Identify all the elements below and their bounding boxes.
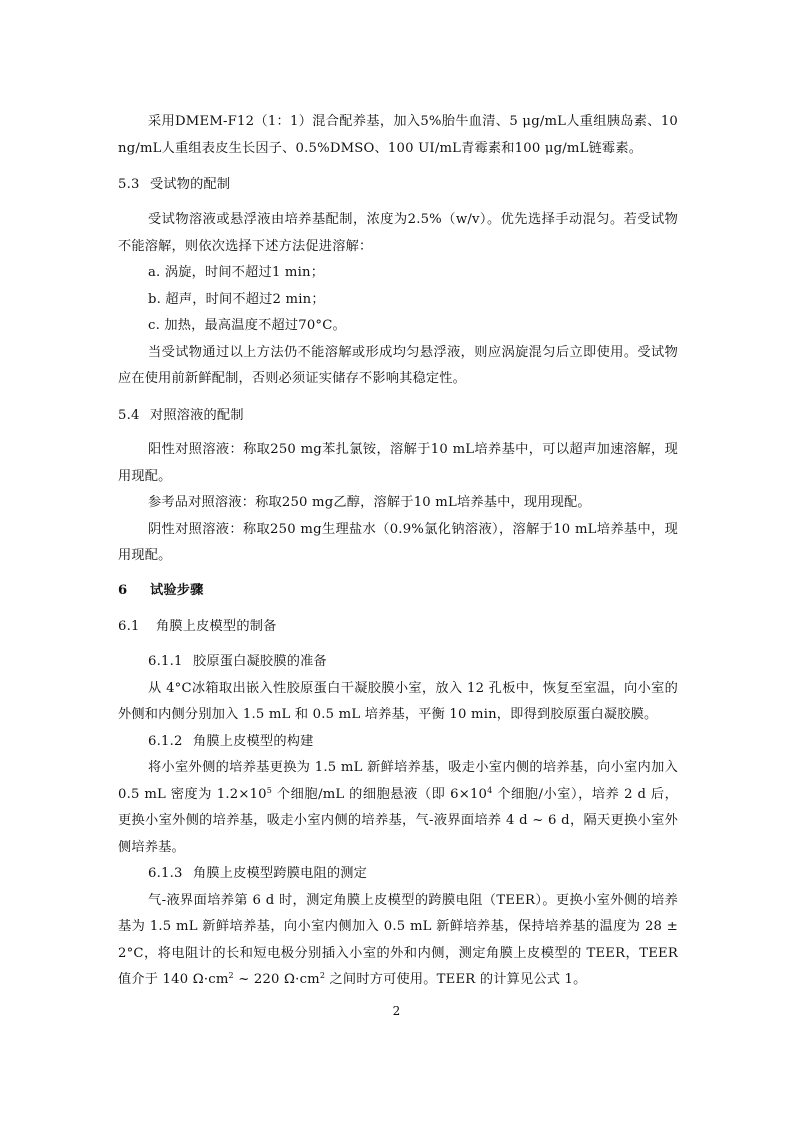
section-title: 受试物的配制 bbox=[150, 177, 231, 192]
section-number: 6.1.1 bbox=[148, 654, 183, 669]
superscript: 4 bbox=[487, 785, 493, 795]
list-item-a: a. 涡旋，时间不超过1 min； bbox=[148, 265, 325, 280]
section-6-1-2-heading bbox=[118, 729, 678, 756]
paragraph-model-construction bbox=[118, 755, 678, 861]
section-6-1-heading bbox=[118, 614, 678, 641]
text-run: 个细胞/mL 的细胞悬液（即 6×10 bbox=[272, 786, 488, 802]
superscript: 2 bbox=[319, 971, 326, 980]
section-5-4-body bbox=[118, 437, 678, 570]
section-number: 6.1.3 bbox=[148, 866, 183, 881]
section-number: 6.1 bbox=[118, 619, 140, 634]
section-5-3-heading bbox=[118, 172, 678, 199]
paragraph-negative-control: 阴性对照溶液：称取250 mg生理盐水（0.9%氯化钠溶液），溶解于10 mL培养基中，现用现配。 bbox=[118, 521, 678, 563]
section-title: 胶原蛋白凝胶膜的准备 bbox=[193, 654, 327, 669]
section-number: 6 bbox=[118, 583, 128, 598]
section-number: 5.3 bbox=[118, 177, 140, 192]
paragraph-use-fresh: 当受试物通过以上方法仍不能溶解或形成均匀悬浮液，则应涡旋混匀后立即使用。受试物应在使用前新鲜配制，否则必须证实储存不影响其稳定性。 bbox=[118, 344, 678, 386]
paragraph-positive-control: 阳性对照溶液：称取250 mg苯扎氯铵，溶解于10 mL培养基中，可以超声加速溶解，现用现配。 bbox=[118, 442, 678, 484]
section-title: 试验步骤 bbox=[150, 583, 204, 598]
page-number: 2 bbox=[392, 1004, 401, 1018]
section-title: 角膜上皮模型的制备 bbox=[156, 619, 277, 634]
paragraph-culture-medium: 采用DMEM-F12（1：1）混合配养基，加入5%胎牛血清、5 μg/mL人重组胰岛素、10 ng/mL人重组表皮生长因子、0.5%DMSO、100 UI/mL青霉素和100 μg/mL链霉素。 bbox=[118, 114, 678, 156]
text-run: 气-液界面培养第 6 d 时，测定角膜上皮模型的跨膜电阻（TEER）。更换小室外侧的培养基为 1.5 mL 新鲜培养基，向小室内侧加入 0.5 mL 新鲜培养基，保持培养基的温度为 28 ± 2°C，将电阻计的长和短电极分别插入小室的外和内侧，测定角膜上皮模型的 TEER，TEER 值介于 140 Ω·cm bbox=[118, 892, 678, 987]
paragraph-collagen-gel: 从 4°C冰箱取出嵌入性胶原蛋白干凝胶膜小室，放入 12 孔板中，恢复至室温，向小室的外侧和内侧分别加入 1.5 mL 和 0.5 mL 培养基，平衡 10 min，即得到胶原蛋白凝胶膜。 bbox=[118, 680, 678, 722]
section-title: 对照溶液的配制 bbox=[150, 408, 244, 423]
section-6-heading bbox=[118, 578, 678, 605]
section-6-1-body bbox=[118, 649, 678, 994]
section-6-1-3-heading bbox=[118, 861, 678, 888]
paragraph-reference-control: 参考品对照溶液：称取250 mg乙醇，溶解于10 mL培养基中，现用现配。 bbox=[148, 495, 591, 510]
list-item-c: c. 加热，最高温度不超过70°C。 bbox=[148, 318, 346, 333]
section-title: 角膜上皮模型的构建 bbox=[193, 733, 314, 749]
paragraph-teer-measurement bbox=[118, 888, 678, 994]
paragraph-test-substance: 受试物溶液或悬浮液由培养基配制，浓度为2.5%（w/v）。优先选择手动混匀。若受试物不能溶解，则依次选择下述方法促进溶解： bbox=[118, 212, 678, 254]
superscript: 5 bbox=[266, 785, 273, 795]
text-run: 个细胞/小室），培养 2 d 后，更换小室外侧的培养基，吸走小室内侧的培养基，气-液界面培养 4 d ~ 6 d，隔天更换小室外侧培养基。 bbox=[118, 786, 678, 855]
section-6-1-1-heading bbox=[118, 649, 678, 676]
list-item-b: b. 超声，时间不超过2 min； bbox=[148, 291, 325, 307]
text-run: 之间时方可使用。TEER 的计算见公式 1。 bbox=[325, 972, 587, 987]
section-title: 角膜上皮模型跨膜电阻的测定 bbox=[193, 866, 368, 881]
section-number: 6.1.2 bbox=[148, 733, 183, 749]
superscript: 2 bbox=[228, 971, 234, 980]
text-run: 将小室外侧的培养基更换为 1.5 mL 新鲜培养基，吸走小室内侧的培养基，向小室内加入 0.5 mL 密度为 1.2×10 bbox=[118, 760, 678, 802]
text-run: ~ 220 Ω·cm bbox=[233, 972, 320, 987]
section-5-3-body bbox=[118, 207, 678, 393]
section-number: 5.4 bbox=[118, 408, 140, 423]
section-5-4-heading bbox=[118, 403, 678, 430]
